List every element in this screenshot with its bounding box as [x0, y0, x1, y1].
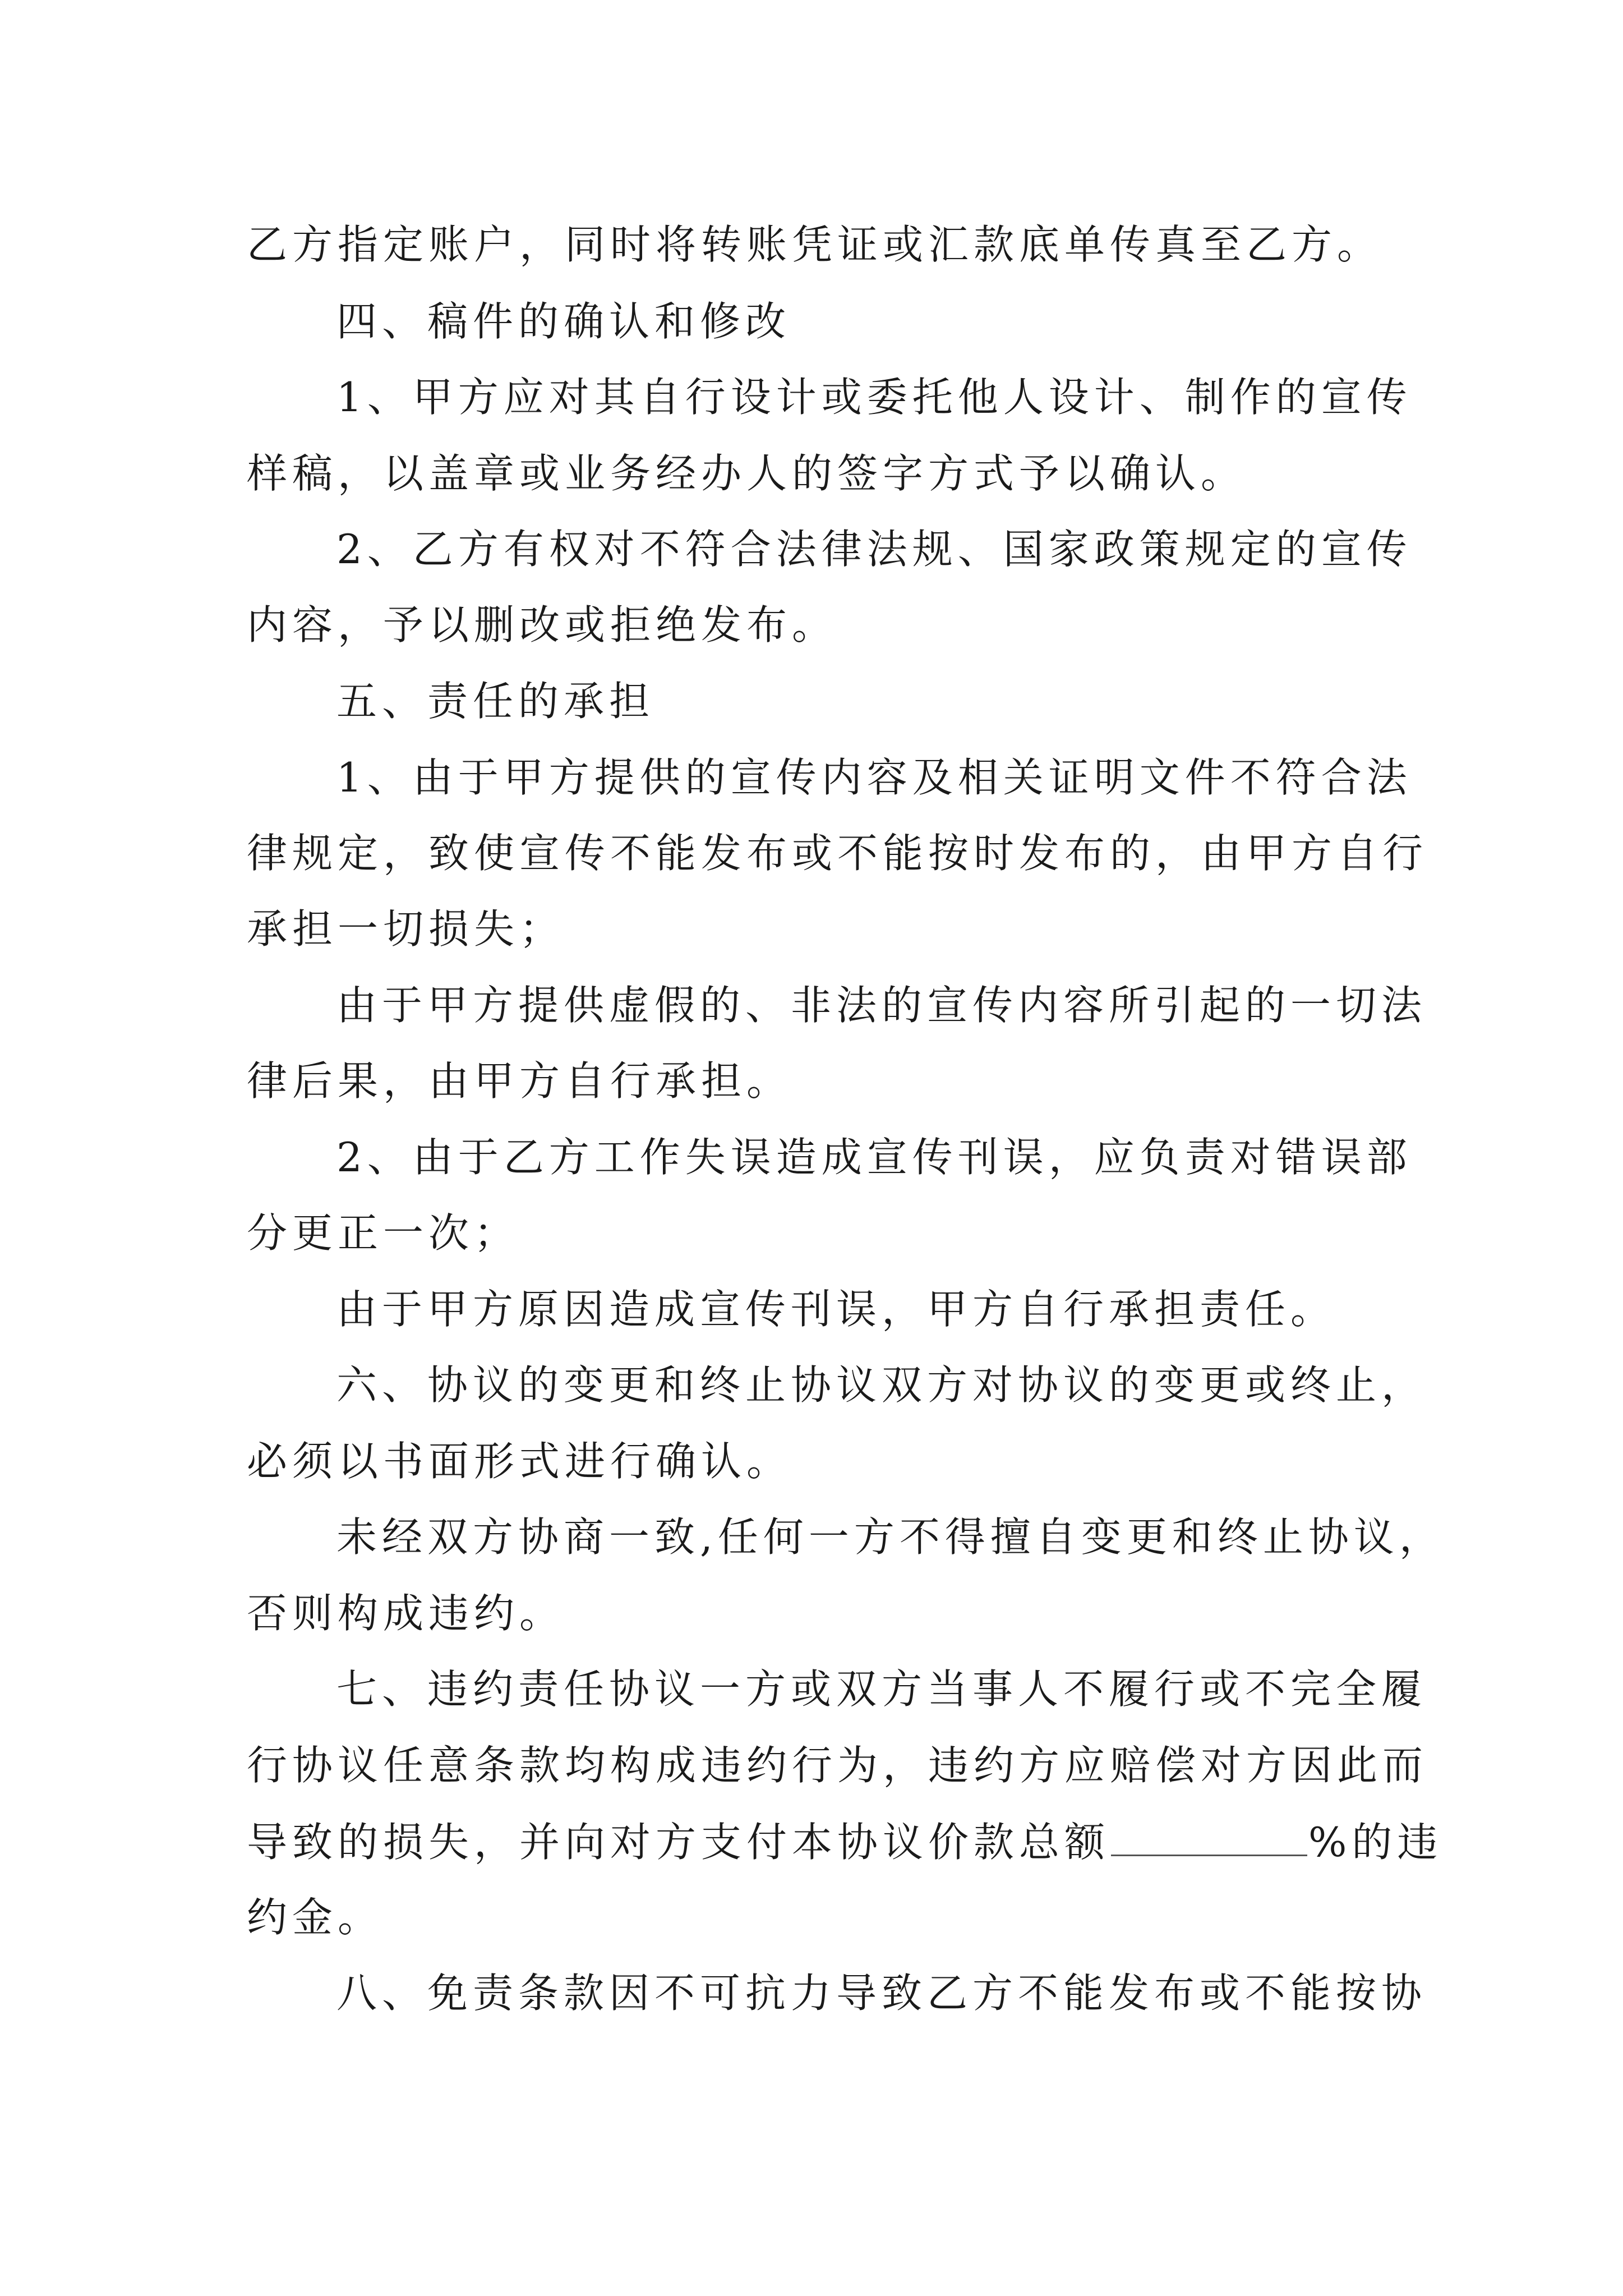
- paragraph-line: 样稿，以盖章或业务经办人的签字方式予以确认。: [247, 450, 1247, 497]
- line-text: %的违: [1308, 1819, 1443, 1866]
- paragraph-line: 律后果，由甲方自行承担。: [247, 1057, 792, 1105]
- section-heading: 五、责任的承担: [336, 678, 655, 725]
- paragraph-line: 未经双方协商一致,任何一方不得擅自变更和终止协议，: [336, 1513, 1445, 1561]
- section-heading: 四、稿件的确认和修改: [336, 298, 791, 345]
- paragraph-line: 2、由于乙方工作失误造成宣传刊误，应负责对错误部: [336, 1134, 1412, 1181]
- paragraph-line: 1、由于甲方提供的宣传内容及相关证明文件不符合法: [336, 754, 1412, 801]
- paragraph-line: 否则构成违约。: [247, 1590, 565, 1637]
- section-heading: 七、违约责任协议一方或双方当事人不履行或不完全履: [336, 1665, 1427, 1713]
- paragraph-line: 分更正一次；: [247, 1209, 520, 1257]
- paragraph-line: 承担一切损失；: [247, 905, 565, 953]
- paragraph-line: 1、甲方应对其自行设计或委托他人设计、制作的宣传: [336, 374, 1412, 421]
- paragraph-line: 由于甲方原因造成宣传刊误，甲方自行承担责任。: [336, 1286, 1336, 1333]
- paragraph-line: 乙方指定账户，同时将转账凭证或汇款底单传真至乙方。: [247, 221, 1383, 268]
- paragraph-line: 约金。: [247, 1894, 384, 1941]
- paragraph-line: 内容，予以删改或拒绝发布。: [247, 601, 838, 648]
- paragraph-line-with-blank: [247, 1819, 1443, 1866]
- paragraph-line: 必须以书面形式进行确认。: [247, 1438, 792, 1485]
- section-heading: 六、协议的变更和终止协议双方对协议的变更或终止，: [336, 1361, 1427, 1409]
- paragraph-line: 由于甲方提供虚假的、非法的宣传内容所引起的一切法: [336, 982, 1427, 1029]
- paragraph-line: 行协议任意条款均构成违约行为，违约方应赔偿对方因此而: [247, 1742, 1428, 1789]
- fill-in-blank[interactable]: [1111, 1821, 1307, 1856]
- line-text: 导致的损失，并向对方支付本协议价款总额: [247, 1819, 1110, 1866]
- section-heading: 八、免责条款因不可抗力导致乙方不能发布或不能按协: [336, 1970, 1427, 2017]
- paragraph-line: 律规定，致使宣传不能发布或不能按时发布的，由甲方自行: [247, 830, 1428, 877]
- paragraph-line: 2、乙方有权对不符合法律法规、国家政策规定的宣传: [336, 526, 1412, 573]
